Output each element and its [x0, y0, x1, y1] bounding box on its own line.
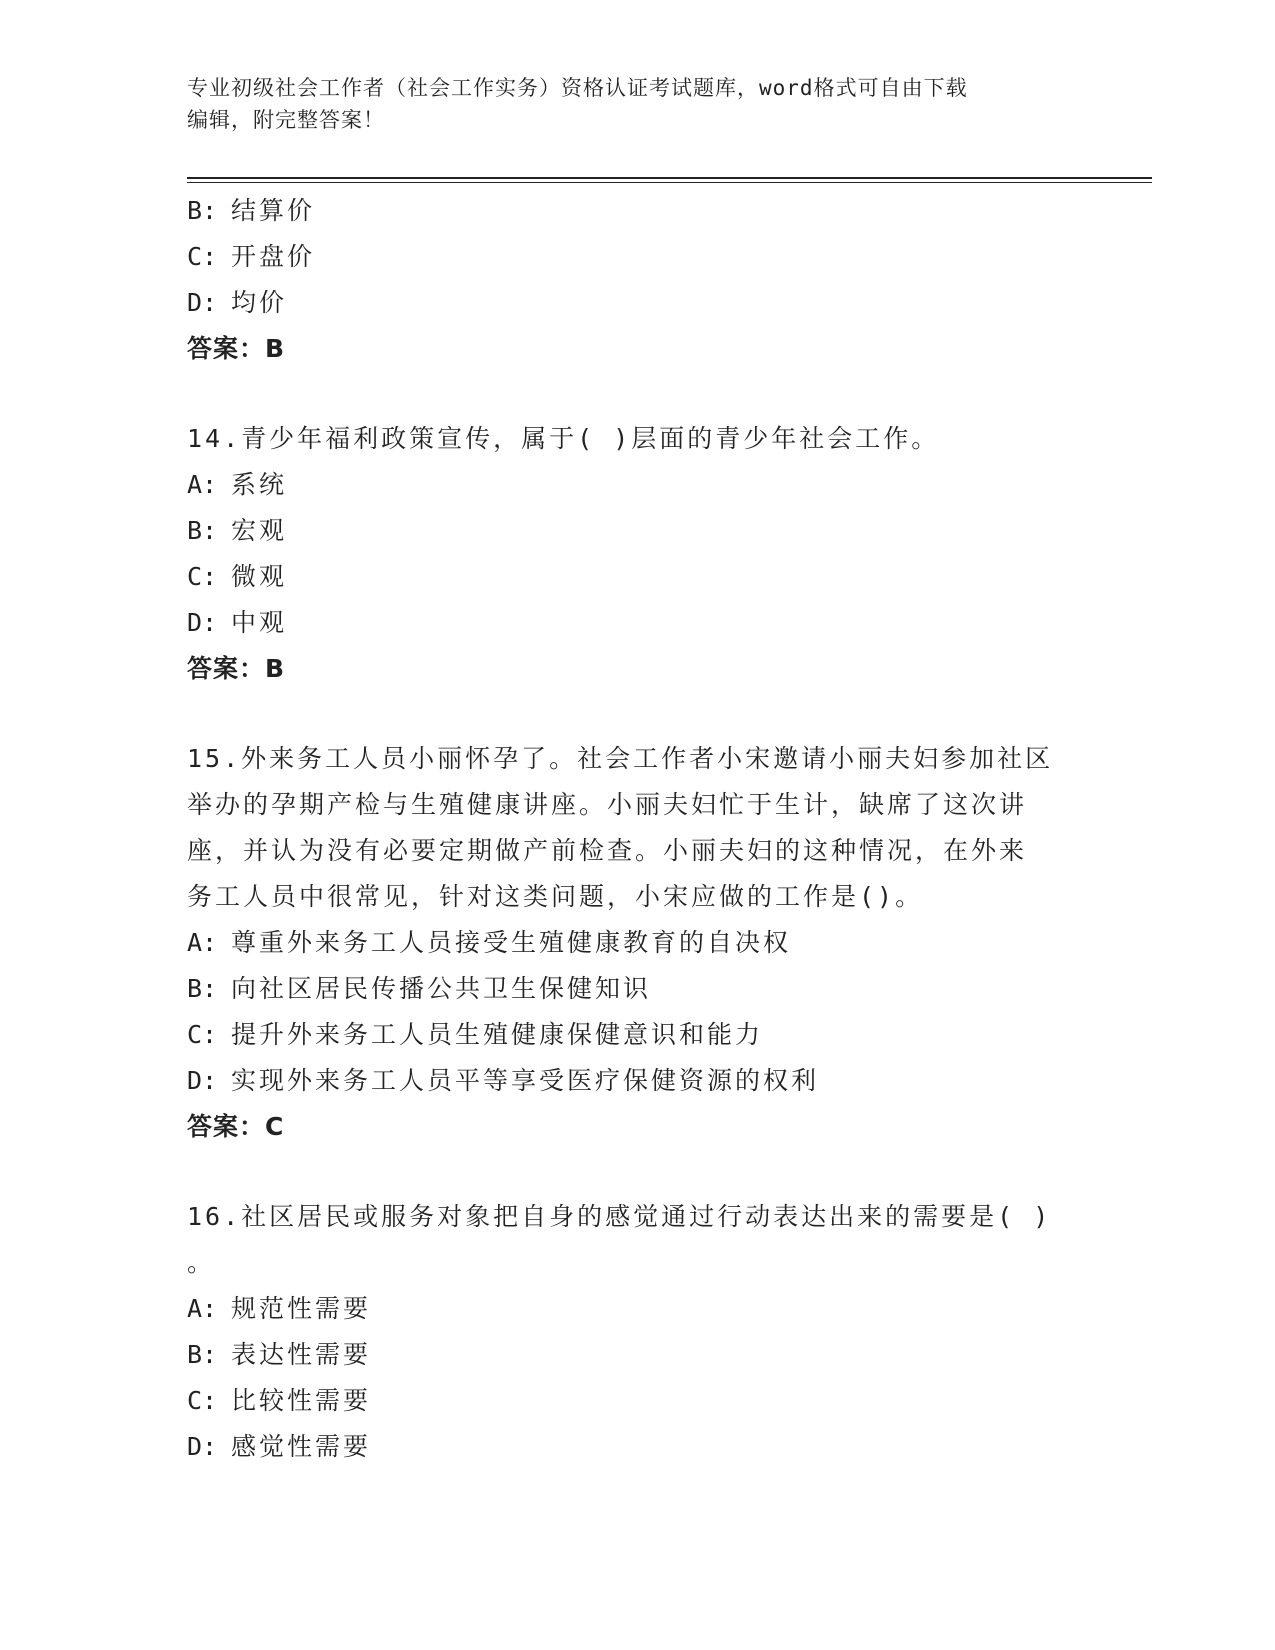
option-line [187, 1332, 1087, 1378]
option-line [187, 600, 1087, 646]
option-text: 实现外来务工人员平等享受医疗保健资源的权利 [231, 1066, 820, 1095]
header-divider-thin [187, 182, 1152, 183]
question-stem: 16.社区居民或服务对象把自身的感觉通过行动表达出来的需要是( ) [187, 1202, 1052, 1231]
option-line [187, 1286, 1087, 1332]
option-letter: B: [187, 516, 218, 545]
option-text: 均价 [231, 288, 288, 317]
page-header [187, 72, 1067, 136]
option-letter: D: [187, 1432, 218, 1461]
option-text: 开盘价 [231, 242, 316, 271]
option-letter: D: [187, 288, 218, 317]
option-text: 宏观 [231, 516, 288, 545]
option-letter: C: [187, 1386, 218, 1415]
option-text: 结算价 [231, 196, 316, 225]
question-content [187, 188, 1087, 1470]
option-line [187, 1378, 1087, 1424]
question-stem: 15.外来务工人员小丽怀孕了。社会工作者小宋邀请小丽夫妇参加社区 [187, 744, 1054, 773]
option-letter: B: [187, 1340, 218, 1369]
spacer [187, 372, 1087, 416]
option-text: 比较性需要 [231, 1386, 372, 1415]
option-line [187, 462, 1087, 508]
option-text: 提升外来务工人员生殖健康保健意识和能力 [231, 1020, 764, 1049]
option-line [187, 280, 1087, 326]
question-stem: 举办的孕期产检与生殖健康讲座。小丽夫妇忙于生计，缺席了这次讲 [187, 790, 1028, 819]
option-line [187, 1012, 1087, 1058]
option-text: 表达性需要 [231, 1340, 372, 1369]
option-letter: D: [187, 608, 218, 637]
spacer [187, 1150, 1087, 1194]
option-letter: D: [187, 1066, 218, 1095]
option-letter: A: [187, 470, 218, 499]
option-line [187, 966, 1087, 1012]
option-text: 系统 [231, 470, 288, 499]
answer-line: 答案：C [187, 1112, 285, 1141]
option-text: 感觉性需要 [231, 1432, 372, 1461]
option-text: 规范性需要 [231, 1294, 372, 1323]
option-letter: B: [187, 196, 218, 225]
option-text: 微观 [231, 562, 288, 591]
option-text: 尊重外来务工人员接受生殖健康教育的自决权 [231, 928, 792, 957]
header-divider-thick [187, 177, 1152, 179]
answer-line: 答案：B [187, 654, 286, 683]
option-letter: C: [187, 242, 218, 271]
option-line [187, 1058, 1087, 1104]
question-stem: 座，并认为没有必要定期做产前检查。小丽夫妇的这种情况，在外来 [187, 836, 1028, 865]
option-line [187, 508, 1087, 554]
answer-line: 答案：B [187, 334, 286, 363]
spacer [187, 692, 1087, 736]
question-stem: 。 [187, 1248, 216, 1277]
option-text: 中观 [231, 608, 288, 637]
option-line [187, 188, 1087, 234]
option-line [187, 554, 1087, 600]
question-stem: 务工人员中很常见，针对这类问题，小宋应做的工作是()。 [187, 882, 924, 911]
option-letter: C: [187, 1020, 218, 1049]
option-letter: A: [187, 1294, 218, 1323]
header-line-2: 编辑，附完整答案！ [187, 108, 385, 132]
option-text: 向社区居民传播公共卫生保健知识 [231, 974, 652, 1003]
option-letter: B: [187, 974, 218, 1003]
option-line [187, 920, 1087, 966]
question-stem: 14.青少年福利政策宣传，属于( )层面的青少年社会工作。 [187, 424, 940, 453]
option-line [187, 234, 1087, 280]
option-letter: C: [187, 562, 218, 591]
option-line [187, 1424, 1087, 1470]
option-letter: A: [187, 928, 218, 957]
header-line-1: 专业初级社会工作者（社会工作实务）资格认证考试题库，word格式可自由下载 [187, 76, 968, 100]
